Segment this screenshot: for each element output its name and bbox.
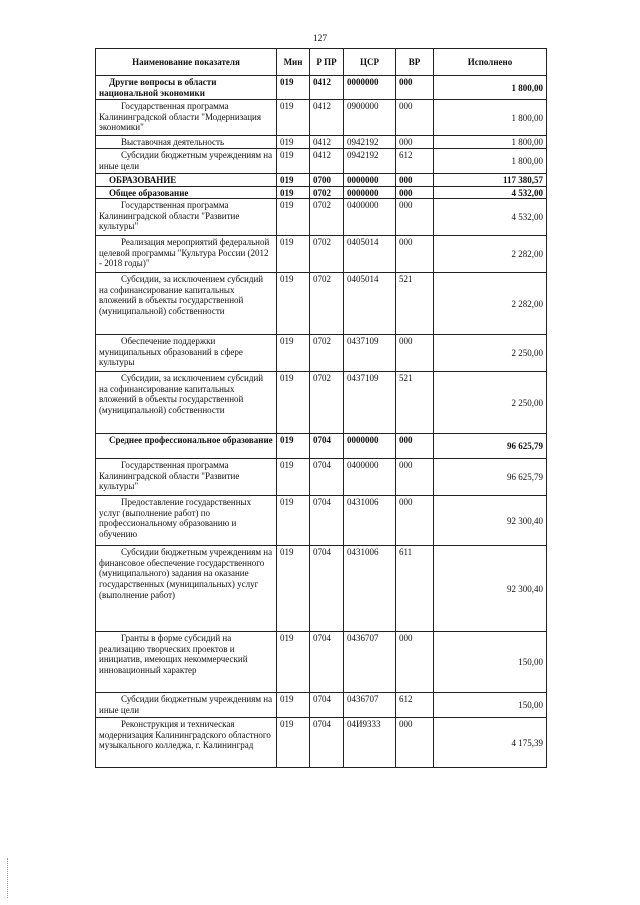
row-csr: 0431006 bbox=[344, 496, 396, 546]
row-min: 019 bbox=[277, 718, 310, 768]
row-name: Реконструкция и техническая модернизация Калининградского областного музыкального колледжа, г. Калининград bbox=[96, 718, 277, 768]
table-row bbox=[96, 186, 547, 199]
row-rpr: 0412 bbox=[310, 149, 344, 174]
row-min: 019 bbox=[277, 693, 310, 718]
row-name: Выставочная деятельность bbox=[96, 136, 277, 149]
row-vr: 000 bbox=[396, 186, 434, 199]
header-executed: Исполнено bbox=[434, 49, 547, 76]
row-name: Субсидии бюджетным учреждениям на иные цели bbox=[96, 149, 277, 174]
row-rpr: 0412 bbox=[310, 100, 344, 136]
row-min: 019 bbox=[277, 136, 310, 149]
row-executed-value: 96 625,79 bbox=[434, 434, 547, 459]
row-name: Государственная программа Калининградской области "Развитие культуры" bbox=[96, 459, 277, 496]
row-vr: 612 bbox=[396, 693, 434, 718]
row-min: 019 bbox=[277, 100, 310, 136]
row-min: 019 bbox=[277, 186, 310, 199]
table-row bbox=[96, 76, 547, 100]
row-name: Предоставление государственных услуг (выполнение работ) по профессиональному образованию и обучению bbox=[96, 496, 277, 546]
row-csr: 0405014 bbox=[344, 236, 396, 273]
row-min: 019 bbox=[277, 174, 310, 187]
row-name: Другие вопросы в области национальной экономики bbox=[96, 76, 277, 100]
row-min: 019 bbox=[277, 632, 310, 693]
row-vr: 000 bbox=[396, 335, 434, 372]
row-min: 019 bbox=[277, 546, 310, 632]
row-min: 019 bbox=[277, 434, 310, 459]
table-row bbox=[96, 236, 547, 273]
row-executed-value: 2 282,00 bbox=[434, 236, 547, 273]
row-executed-value: 92 300,40 bbox=[434, 496, 547, 546]
header-rpr: Р ПР bbox=[310, 49, 344, 76]
table-row bbox=[96, 546, 547, 632]
table-row bbox=[96, 459, 547, 496]
row-min: 019 bbox=[277, 273, 310, 335]
row-rpr: 0412 bbox=[310, 76, 344, 100]
table-row bbox=[96, 632, 547, 693]
row-min: 019 bbox=[277, 459, 310, 496]
row-csr: 0400000 bbox=[344, 459, 396, 496]
table-row bbox=[96, 335, 547, 372]
table-row bbox=[96, 434, 547, 459]
row-csr: 0400000 bbox=[344, 199, 396, 236]
row-rpr: 0702 bbox=[310, 186, 344, 199]
row-executed-value: 1 800,00 bbox=[434, 100, 547, 136]
row-vr: 611 bbox=[396, 546, 434, 632]
row-vr: 000 bbox=[396, 496, 434, 546]
row-rpr: 0704 bbox=[310, 496, 344, 546]
row-csr: 0437109 bbox=[344, 335, 396, 372]
row-vr: 000 bbox=[396, 76, 434, 100]
row-vr: 000 bbox=[396, 100, 434, 136]
row-executed-value: 1 800,00 bbox=[434, 136, 547, 149]
table-body bbox=[96, 76, 547, 768]
row-executed-value: 117 380,57 bbox=[434, 174, 547, 187]
row-rpr: 0704 bbox=[310, 546, 344, 632]
header-csr: ЦСР bbox=[344, 49, 396, 76]
row-name: Государственная программа Калининградской области "Развитие культуры" bbox=[96, 199, 277, 236]
row-executed-value: 96 625,79 bbox=[434, 459, 547, 496]
row-csr: 0900000 bbox=[344, 100, 396, 136]
row-executed-value: 92 300,40 bbox=[434, 546, 547, 632]
header-name: Наименование показателя bbox=[96, 49, 277, 76]
row-name: Субсидии бюджетным учреждениям на финансовое обеспечение государственного (муниципального) задания на оказание государственных (муниципальных) услуг (выполнение работ) bbox=[96, 546, 277, 632]
table-header-row bbox=[96, 49, 547, 76]
row-rpr: 0702 bbox=[310, 199, 344, 236]
budget-table bbox=[95, 48, 547, 768]
row-csr: 04И9333 bbox=[344, 718, 396, 768]
row-executed-value: 1 800,00 bbox=[434, 76, 547, 100]
table-row bbox=[96, 174, 547, 187]
row-vr: 000 bbox=[396, 632, 434, 693]
row-csr: 0405014 bbox=[344, 273, 396, 335]
row-min: 019 bbox=[277, 149, 310, 174]
row-csr: 0000000 bbox=[344, 434, 396, 459]
row-vr: 000 bbox=[396, 434, 434, 459]
row-rpr: 0702 bbox=[310, 335, 344, 372]
row-executed-value: 4 532,00 bbox=[434, 186, 547, 199]
row-vr: 000 bbox=[396, 718, 434, 768]
row-executed-value: 2 282,00 bbox=[434, 273, 547, 335]
header-vr: ВР bbox=[396, 49, 434, 76]
margin-mark bbox=[7, 858, 9, 898]
row-min: 019 bbox=[277, 496, 310, 546]
row-vr: 000 bbox=[396, 199, 434, 236]
row-name: Реализация мероприятий федеральной целевой программы "Культура России (2012 - 2018 годы)" bbox=[96, 236, 277, 273]
row-rpr: 0702 bbox=[310, 236, 344, 273]
table-row bbox=[96, 273, 547, 335]
row-vr: 000 bbox=[396, 459, 434, 496]
row-name: Субсидии бюджетным учреждениям на иные цели bbox=[96, 693, 277, 718]
header-min: Мин bbox=[277, 49, 310, 76]
row-name: Обеспечение поддержки муниципальных образований в сфере культуры bbox=[96, 335, 277, 372]
row-name: Субсидии, за исключением субсидий на софинансирование капитальных вложений в объекты государственной (муниципальной) собственности bbox=[96, 372, 277, 434]
row-min: 019 bbox=[277, 335, 310, 372]
row-rpr: 0412 bbox=[310, 136, 344, 149]
row-csr: 0942192 bbox=[344, 149, 396, 174]
row-rpr: 0704 bbox=[310, 632, 344, 693]
table-row bbox=[96, 100, 547, 136]
row-csr: 0431006 bbox=[344, 546, 396, 632]
row-rpr: 0702 bbox=[310, 273, 344, 335]
row-csr: 0436707 bbox=[344, 693, 396, 718]
table-row bbox=[96, 199, 547, 236]
row-name: Государственная программа Калининградской области "Модернизация экономики" bbox=[96, 100, 277, 136]
row-min: 019 bbox=[277, 76, 310, 100]
table-row bbox=[96, 372, 547, 434]
row-rpr: 0704 bbox=[310, 459, 344, 496]
row-executed-value: 4 175,39 bbox=[434, 718, 547, 768]
row-rpr: 0704 bbox=[310, 718, 344, 768]
row-name: Гранты в форме субсидий на реализацию творческих проектов и инициатив, имеющих некоммерческий инновационный характер bbox=[96, 632, 277, 693]
row-vr: 000 bbox=[396, 136, 434, 149]
row-vr: 521 bbox=[396, 372, 434, 434]
row-rpr: 0704 bbox=[310, 693, 344, 718]
row-min: 019 bbox=[277, 372, 310, 434]
row-vr: 000 bbox=[396, 174, 434, 187]
row-csr: 0000000 bbox=[344, 174, 396, 187]
row-executed-value: 2 250,00 bbox=[434, 335, 547, 372]
table-row bbox=[96, 496, 547, 546]
row-name: Среднее профессиональное образование bbox=[96, 434, 277, 459]
row-executed-value: 150,00 bbox=[434, 693, 547, 718]
row-vr: 521 bbox=[396, 273, 434, 335]
row-rpr: 0702 bbox=[310, 372, 344, 434]
row-executed-value: 2 250,00 bbox=[434, 372, 547, 434]
row-csr: 0437109 bbox=[344, 372, 396, 434]
row-name: Общее образование bbox=[96, 186, 277, 199]
table-row bbox=[96, 718, 547, 768]
row-name: Субсидии, за исключением субсидий на софинансирование капитальных вложений в объекты государственной (муниципальной) собственности bbox=[96, 273, 277, 335]
row-executed-value: 150,00 bbox=[434, 632, 547, 693]
row-rpr: 0700 bbox=[310, 174, 344, 187]
row-name: ОБРАЗОВАНИЕ bbox=[96, 174, 277, 187]
row-vr: 000 bbox=[396, 236, 434, 273]
table-row bbox=[96, 136, 547, 149]
row-csr: 0942192 bbox=[344, 136, 396, 149]
row-min: 019 bbox=[277, 236, 310, 273]
row-csr: 0436707 bbox=[344, 632, 396, 693]
row-vr: 612 bbox=[396, 149, 434, 174]
page-number: 127 bbox=[312, 34, 328, 44]
row-executed-value: 1 800,00 bbox=[434, 149, 547, 174]
table-row bbox=[96, 693, 547, 718]
row-csr: 0000000 bbox=[344, 76, 396, 100]
row-csr: 0000000 bbox=[344, 186, 396, 199]
table-row bbox=[96, 149, 547, 174]
row-executed-value: 4 532,00 bbox=[434, 199, 547, 236]
row-min: 019 bbox=[277, 199, 310, 236]
row-rpr: 0704 bbox=[310, 434, 344, 459]
